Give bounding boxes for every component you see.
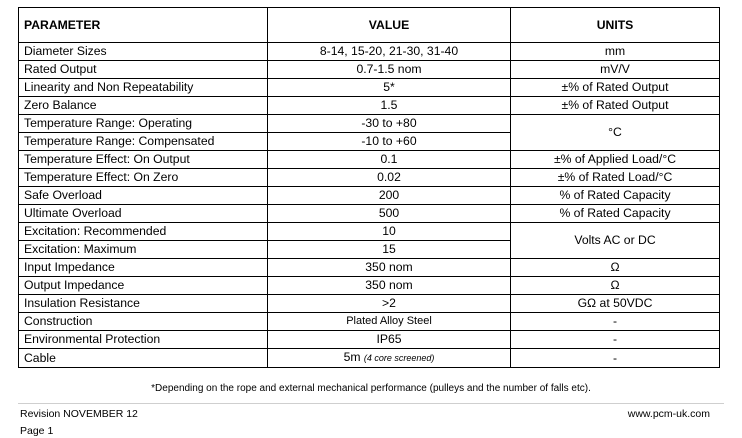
table-row (19, 277, 720, 295)
row-units: ±% of Applied Load/°C (511, 151, 720, 169)
row-value: 350 nom (268, 259, 511, 277)
row-value: 0.7-1.5 nom (268, 61, 511, 79)
row-units: - (511, 331, 720, 349)
table-row (19, 313, 720, 331)
row-parameter: Safe Overload (19, 187, 268, 205)
row-parameter: Temperature Range: Operating (19, 115, 268, 133)
table-row (19, 79, 720, 97)
row-parameter: Diameter Sizes (19, 43, 268, 61)
row-units: Volts AC or DC (511, 223, 720, 259)
table-row (19, 205, 720, 223)
row-units: GΩ at 50VDC (511, 295, 720, 313)
table-header-row (19, 8, 720, 43)
row-value: 500 (268, 205, 511, 223)
row-value: 5* (268, 79, 511, 97)
row-parameter: Excitation: Recommended (19, 223, 268, 241)
row-value: 200 (268, 187, 511, 205)
table-row (19, 349, 720, 368)
row-units: ±% of Rated Load/°C (511, 169, 720, 187)
header-parameter: PARAMETER (19, 8, 268, 43)
row-value: 15 (268, 241, 511, 259)
row-units: °C (511, 115, 720, 151)
row-units: mV/V (511, 61, 720, 79)
row-value: 10 (268, 223, 511, 241)
row-value: 5m (343, 350, 361, 364)
table-row (19, 187, 720, 205)
row-value: IP65 (268, 331, 511, 349)
row-parameter: Construction (19, 313, 268, 331)
header-units: UNITS (511, 8, 720, 43)
table-row (19, 43, 720, 61)
row-units: % of Rated Capacity (511, 187, 720, 205)
row-parameter: Zero Balance (19, 97, 268, 115)
row-units: Ω (511, 277, 720, 295)
row-units: mm (511, 43, 720, 61)
row-value: 1.5 (268, 97, 511, 115)
row-value: Plated Alloy Steel (268, 313, 511, 331)
table-row (19, 169, 720, 187)
cable-note: (4 core screened) (363, 353, 435, 363)
row-units: Ω (511, 259, 720, 277)
row-value: 8-14, 15-20, 21-30, 31-40 (268, 43, 511, 61)
row-value: -30 to +80 (268, 115, 511, 133)
row-value: 350 nom (268, 277, 511, 295)
row-units: - (511, 349, 720, 368)
revision-label: Revision NOVEMBER 12 (20, 408, 138, 420)
row-parameter: Environmental Protection (19, 331, 268, 349)
table-row (19, 151, 720, 169)
row-parameter: Excitation: Maximum (19, 241, 268, 259)
row-parameter: Input Impedance (19, 259, 268, 277)
row-parameter: Rated Output (19, 61, 268, 79)
table-row (19, 331, 720, 349)
row-value-cell (268, 349, 511, 368)
row-parameter: Insulation Resistance (19, 295, 268, 313)
table-row (19, 259, 720, 277)
table-row (19, 97, 720, 115)
page-number: Page 1 (20, 425, 54, 437)
row-value: >2 (268, 295, 511, 313)
footer-divider (18, 403, 724, 404)
table-row (19, 115, 720, 133)
specification-table (18, 7, 720, 368)
row-value: 0.02 (268, 169, 511, 187)
row-parameter: Cable (19, 349, 268, 368)
row-units: - (511, 313, 720, 331)
row-parameter: Ultimate Overload (19, 205, 268, 223)
row-units: ±% of Rated Output (511, 97, 720, 115)
row-units: ±% of Rated Output (511, 79, 720, 97)
row-parameter: Linearity and Non Repeatability (19, 79, 268, 97)
footnote: *Depending on the rope and external mechanical performance (pulleys and the number of falls etc). (151, 383, 591, 394)
website-link[interactable]: www.pcm-uk.com (627, 408, 710, 420)
row-parameter: Temperature Effect: On Output (19, 151, 268, 169)
row-value: -10 to +60 (268, 133, 511, 151)
row-parameter: Temperature Range: Compensated (19, 133, 268, 151)
table-row (19, 223, 720, 241)
table-row (19, 295, 720, 313)
row-parameter: Output Impedance (19, 277, 268, 295)
row-parameter: Temperature Effect: On Zero (19, 169, 268, 187)
row-units: % of Rated Capacity (511, 205, 720, 223)
header-value: VALUE (268, 8, 511, 43)
row-value: 0.1 (268, 151, 511, 169)
table-row (19, 61, 720, 79)
